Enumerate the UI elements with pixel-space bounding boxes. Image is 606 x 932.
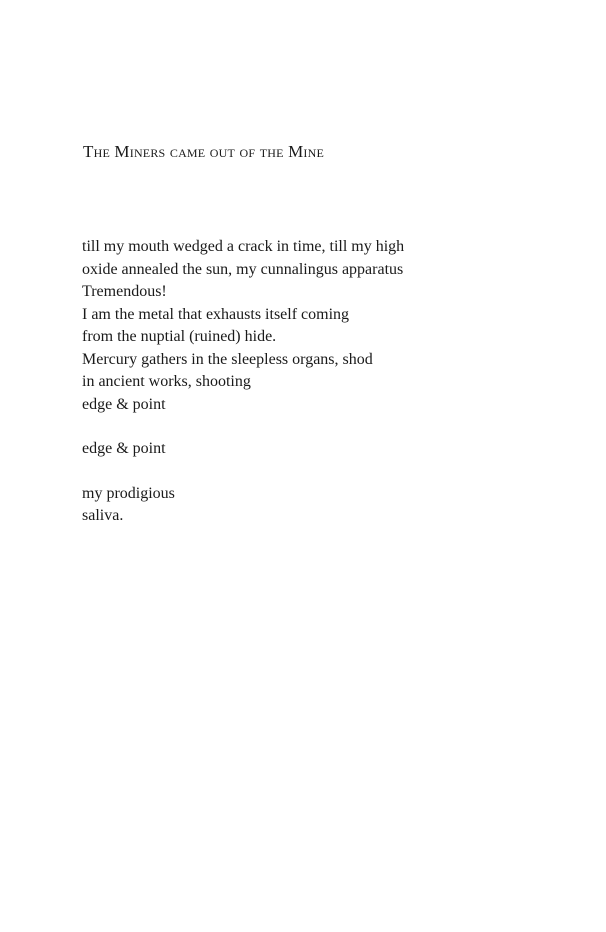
poem-line: my prodigious (82, 484, 175, 502)
poem-line: from the nuptial (ruined) hide. (82, 328, 277, 345)
poem-body (82, 236, 404, 550)
poem-line: in ancient works, shooting (82, 373, 251, 390)
poem-line: edge & point (82, 440, 166, 457)
poem-line: I am the metal that exhausts itself coming (82, 305, 350, 323)
poem-line: saliva. (82, 507, 124, 524)
poem-line: Tremendous! (82, 283, 167, 300)
stanza (82, 483, 404, 528)
poem-title: The Miners came out of the Mine (83, 142, 324, 161)
stanza (82, 236, 404, 416)
stanza (82, 438, 404, 461)
poem-line: edge & point (82, 395, 166, 413)
poem-line: Mercury gathers in the sleepless organs, shod (82, 350, 373, 368)
poem-line: oxide annealed the sun, my cunnalingus apparatus (82, 260, 404, 278)
poem-line: till my mouth wedged a crack in time, till my high (82, 238, 405, 255)
